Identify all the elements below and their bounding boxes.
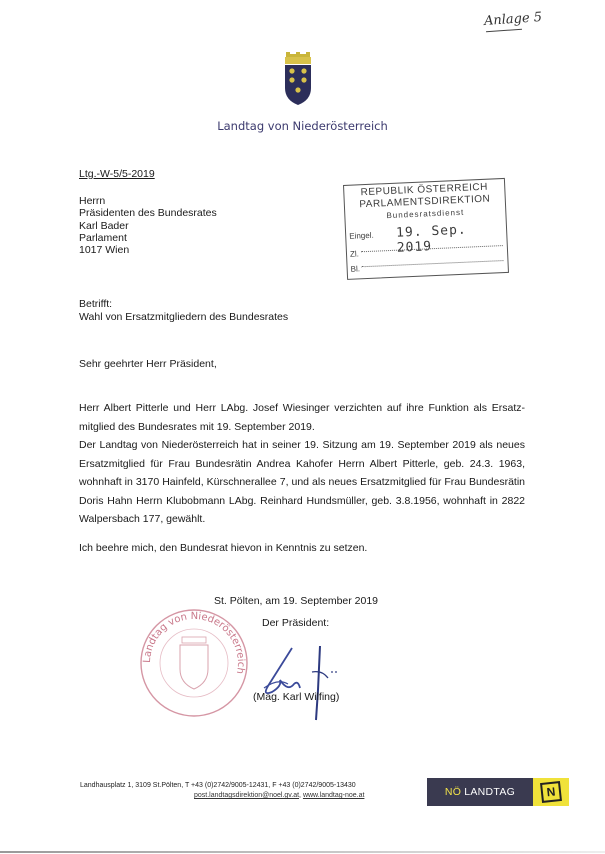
n-logo-icon: N — [540, 781, 562, 803]
page-edge-line — [0, 851, 605, 853]
official-seal-icon — [138, 607, 250, 719]
body-paragraph: Der Landtag von Niederösterreich hat in seiner 19. Sitzung am 19. September 2019 als neues Ersatzmitglied für Frau Bundesrätin Andrea Kahofer Herrn Albert Pitterle, geb. 24.3. 1963, wohnhaft in 3170 Hainfeld, Kürschnerallee 7, und als neues Ersatzmitglied für Frau Bundesrätin Doris Hahn Herrn Klubobmann LAbg. Reinhard Hundsmüller, geb. 3.8.1956, wohnhaft in 2822 Walpersbach 177, gewählt. — [79, 439, 525, 525]
subject — [79, 298, 288, 324]
signer-name: (Mag. Karl Wilfing) — [253, 691, 340, 703]
stamp-bl-line — [362, 260, 504, 267]
footer-links — [194, 792, 364, 799]
recipient-line: Karl Bader — [79, 219, 129, 232]
closing-sentence: Ich beehre mich, den Bundesrat hievon in Kenntnis zu setzen. — [79, 542, 368, 554]
stamp-received-date: 19. Sep. 2019 — [395, 222, 468, 256]
place-date: St. Pölten, am 19. September 2019 — [214, 595, 379, 607]
stamp-bl-label: Bl. — [350, 264, 361, 274]
subject-text: Wahl von Ersatzmitgliedern des Bundesrates — [79, 311, 289, 323]
footer-address: Landhausplatz 1, 3109 St.Pölten, T +43 (0)2742/9005-12431, F +43 (0)2742/9005-13430 — [80, 782, 356, 789]
received-stamp — [343, 178, 509, 280]
recipient-address — [79, 195, 217, 256]
footer-email-link[interactable]: post.landtagsdirektion@noel.gv.at — [194, 792, 300, 799]
stamp-line-2: PARLAMENTSDIREKTION — [359, 193, 491, 211]
stamp-line-3: Bundesratsdienst — [386, 207, 465, 221]
stamp-zl-label: Zl. — [349, 249, 360, 259]
brand-logo — [427, 778, 569, 806]
recipient-line: Parlament — [79, 231, 127, 244]
annex-handwritten-label: Anlage 5 — [483, 9, 543, 30]
seal-text: Landtag von Niederösterreich — [141, 610, 247, 675]
annex-underline — [486, 29, 522, 33]
handwritten-signature — [258, 642, 348, 722]
subject-label: Betrifft: — [79, 298, 113, 310]
organization-name: Landtag von Niederösterreich — [217, 119, 388, 133]
brand-name: LANDTAG — [464, 786, 516, 798]
recipient-line: Präsidenten des Bundesrates — [79, 207, 217, 220]
lower-austria-coat-of-arms-icon — [284, 52, 312, 106]
reference-number: Ltg.-W-5/5-2019 — [79, 168, 155, 180]
body-paragraph: Herr Albert Pitterle und Herr LAbg. Josef Wiesinger verzichten auf ihre Funktion als Ersatz-mitglied des Bundesrates mit 19. September 2019. — [79, 402, 525, 433]
stamp-line-1: REPUBLIK ÖSTERREICH — [360, 181, 489, 199]
brand-prefix: NÖ — [444, 786, 462, 798]
footer-separator: , — [299, 792, 303, 799]
recipient-line: 1017 Wien — [79, 244, 130, 257]
brand-wordmark — [427, 778, 533, 806]
signer-title: Der Präsident: — [262, 617, 330, 629]
stamp-received-label: Eingel. — [349, 230, 374, 241]
salutation: Sehr geehrter Herr Präsident, — [79, 358, 217, 370]
recipient-line: Herrn — [79, 195, 106, 207]
brand-mark — [533, 778, 569, 806]
footer-website-link[interactable]: www.landtag-noe.at — [302, 792, 365, 799]
letter-body — [79, 399, 525, 529]
